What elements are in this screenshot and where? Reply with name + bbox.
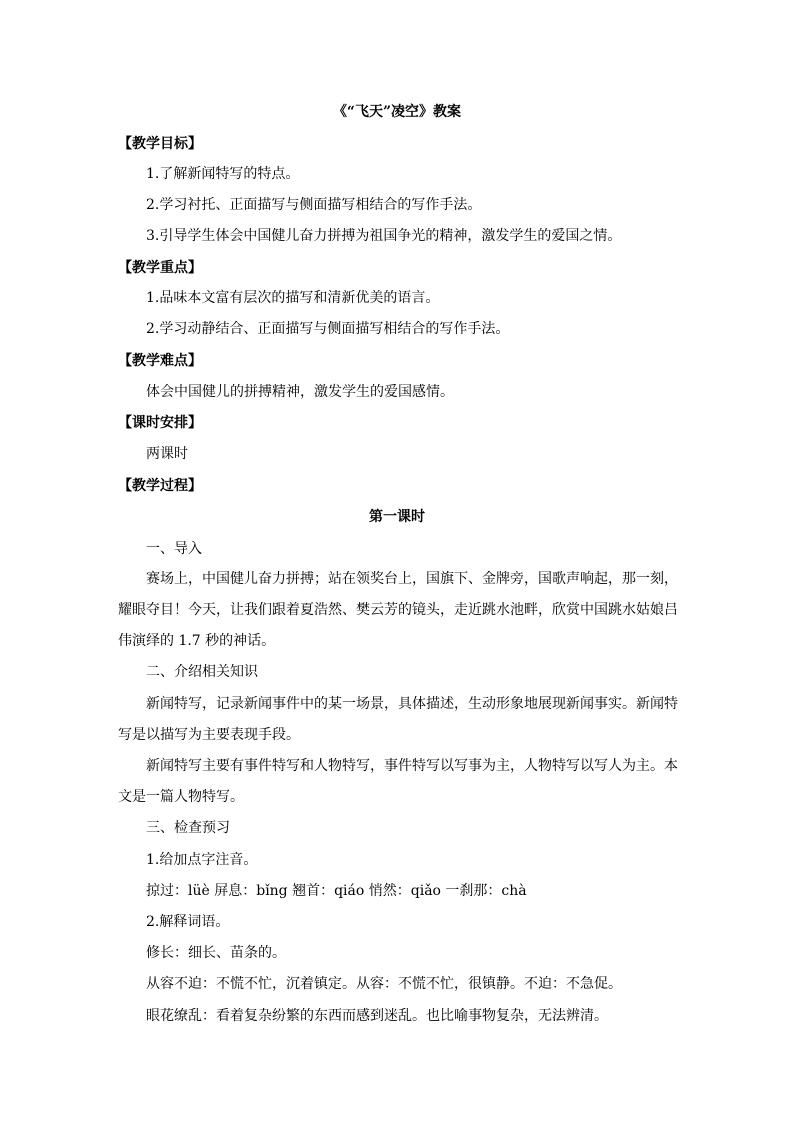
- term-definition: 修长：细长、苗条的。: [146, 945, 286, 961]
- term-definition: 眼花缭乱：看着复杂纷繁的东西而感到迷乱。也比喻事物复杂，无法辨清。: [146, 1008, 608, 1024]
- paragraph-line: 伟演绎的 1.7 秒的神话。: [118, 633, 276, 649]
- section-heading-schedule: 【课时安排】: [118, 415, 202, 431]
- paragraph-line: 赛场上，中国健儿奋力拼搏；站在领奖台上，国旗下、金牌旁，国歌声响起，那一刻，: [146, 571, 678, 587]
- key-point-item: 2.学习动静结合、正面描写与侧面描写相结合的写作手法。: [146, 321, 510, 337]
- paragraph-line: 写是以描写为主要表现手段。: [118, 727, 300, 743]
- section-heading-difficulties: 【教学难点】: [118, 353, 202, 369]
- document-title: 《“飞天”凌空》教案: [332, 104, 462, 120]
- part-heading-knowledge: 二、介绍相关知识: [146, 664, 258, 680]
- lesson-title: 第一课时: [369, 509, 425, 525]
- paragraph-line: 耀眼夺目！今天，让我们跟着夏浩然、樊云芳的镜头，走近跳水池畔，欣赏中国跳水姑娘吕: [118, 602, 678, 618]
- paragraph-line: 新闻特写主要有事件特写和人物特写，事件特写以写事为主，人物特写以写人为主。本: [146, 758, 678, 774]
- key-point-item: 1.品味本文富有层次的描写和清新优美的语言。: [146, 290, 440, 306]
- terms-heading: 2.解释词语。: [146, 914, 230, 930]
- section-heading-goals: 【教学目标】: [118, 136, 202, 152]
- goal-item: 3.引导学生体会中国健儿奋力拼搏为祖国争光的精神，激发学生的爱国之情。: [146, 228, 622, 244]
- paragraph-line: 文是一篇人物特写。: [118, 789, 244, 805]
- section-heading-process: 【教学过程】: [118, 478, 202, 494]
- pinyin-heading: 1.给加点字注音。: [146, 852, 258, 868]
- part-heading-preview: 三、检查预习: [146, 820, 230, 836]
- goal-item: 1.了解新闻特写的特点。: [146, 166, 300, 182]
- section-heading-key-points: 【教学重点】: [118, 260, 202, 276]
- paragraph-line: 新闻特写，记录新闻事件中的某一场景，具体描述，生动形象地展现新闻事实。新闻特: [146, 696, 678, 712]
- schedule-text: 两课时: [146, 446, 188, 462]
- pinyin-line: 掠过：lüè 屏息：bǐng 翘首：qiáo 悄然：qiǎo 一刹那：chà: [146, 883, 527, 899]
- difficulty-text: 体会中国健儿的拼搏精神，激发学生的爱国感情。: [146, 384, 454, 400]
- goal-item: 2.学习衬托、正面描写与侧面描写相结合的写作手法。: [146, 197, 482, 213]
- term-definition: 从容不迫：不慌不忙，沉着镇定。从容：不慌不忙，很镇静。不迫：不急促。: [146, 976, 622, 992]
- part-heading-intro: 一、导入: [146, 541, 202, 557]
